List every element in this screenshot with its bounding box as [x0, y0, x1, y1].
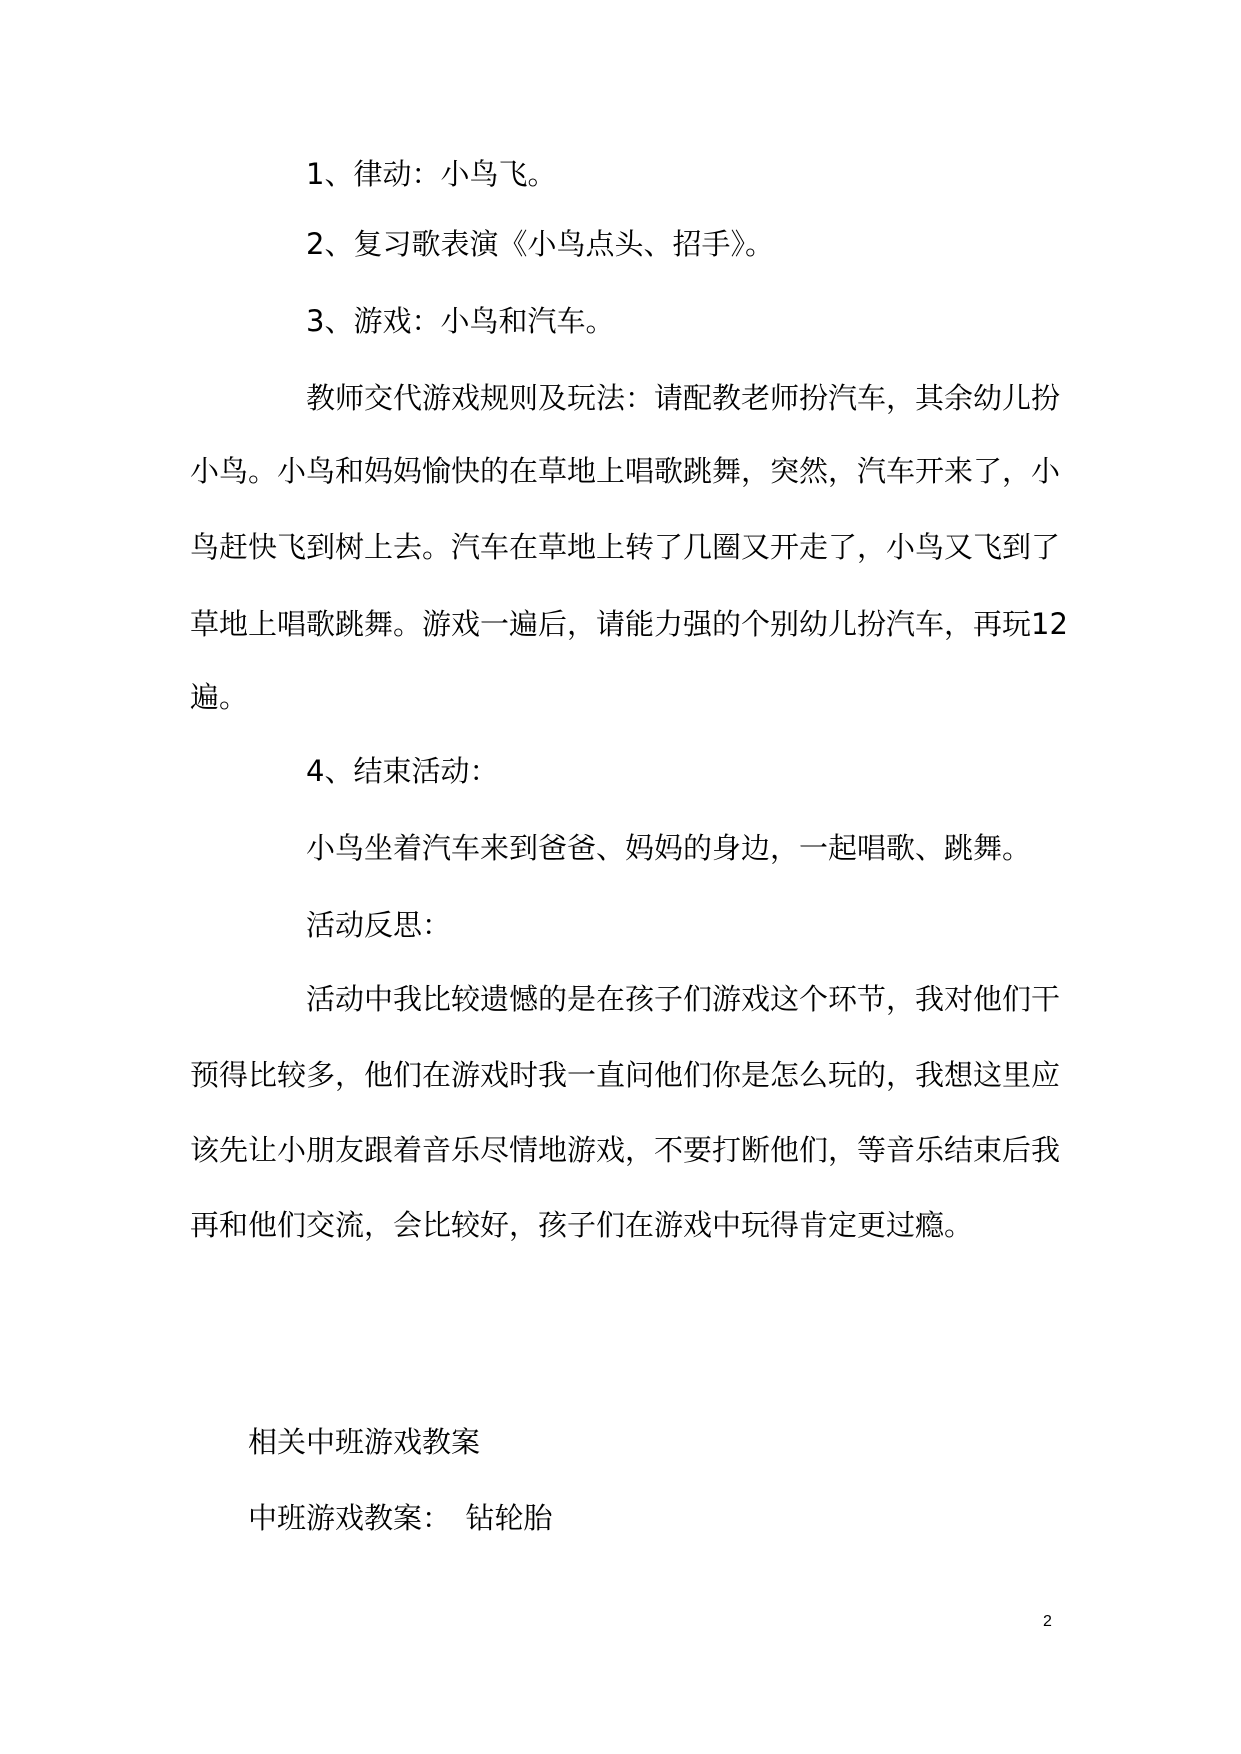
reflection-paragraph-line-4: 再和他们交流，会比较好，孩子们在游戏中玩得肯定更过瘾。	[190, 1208, 974, 1242]
step-3-text: 3、游戏：小鸟和汽车。	[306, 304, 615, 338]
rules-paragraph-line-4: 草地上唱歌跳舞。游戏一遍后，请能力强的个别幼儿扮汽车，再玩12	[190, 607, 1068, 641]
rules-paragraph-line-3: 鸟赶快飞到树上去。汽车在草地上转了几圈又开走了，小鸟又飞到了	[190, 530, 1061, 564]
reflection-title: 活动反思：	[306, 908, 452, 942]
step-4-text: 4、结束活动：	[306, 754, 499, 788]
related-item-1: 中班游戏教案： 钻轮胎	[248, 1501, 553, 1535]
ending-text: 小鸟坐着汽车来到爸爸、妈妈的身边，一起唱歌、跳舞。	[306, 831, 1032, 865]
rules-paragraph-line-1: 教师交代游戏规则及玩法：请配教老师扮汽车，其余幼儿扮	[306, 381, 1061, 415]
rules-paragraph-line-2: 小鸟。小鸟和妈妈愉快的在草地上唱歌跳舞，突然，汽车开来了，小	[190, 454, 1061, 488]
step-2-text: 2、复习歌表演《小鸟点头、招手》。	[306, 227, 774, 261]
step-1-text: 1、律动：小鸟飞。	[306, 157, 557, 191]
page-number: 2	[1043, 1613, 1052, 1630]
rules-paragraph-line-5: 遍。	[190, 680, 249, 714]
reflection-paragraph-line-3: 该先让小朋友跟着音乐尽情地游戏，不要打断他们，等音乐结束后我	[190, 1133, 1061, 1167]
related-heading: 相关中班游戏教案	[248, 1425, 481, 1459]
reflection-paragraph-line-1: 活动中我比较遗憾的是在孩子们游戏这个环节，我对他们干	[306, 982, 1061, 1016]
reflection-paragraph-line-2: 预得比较多，他们在游戏时我一直问他们你是怎么玩的，我想这里应	[190, 1058, 1061, 1092]
